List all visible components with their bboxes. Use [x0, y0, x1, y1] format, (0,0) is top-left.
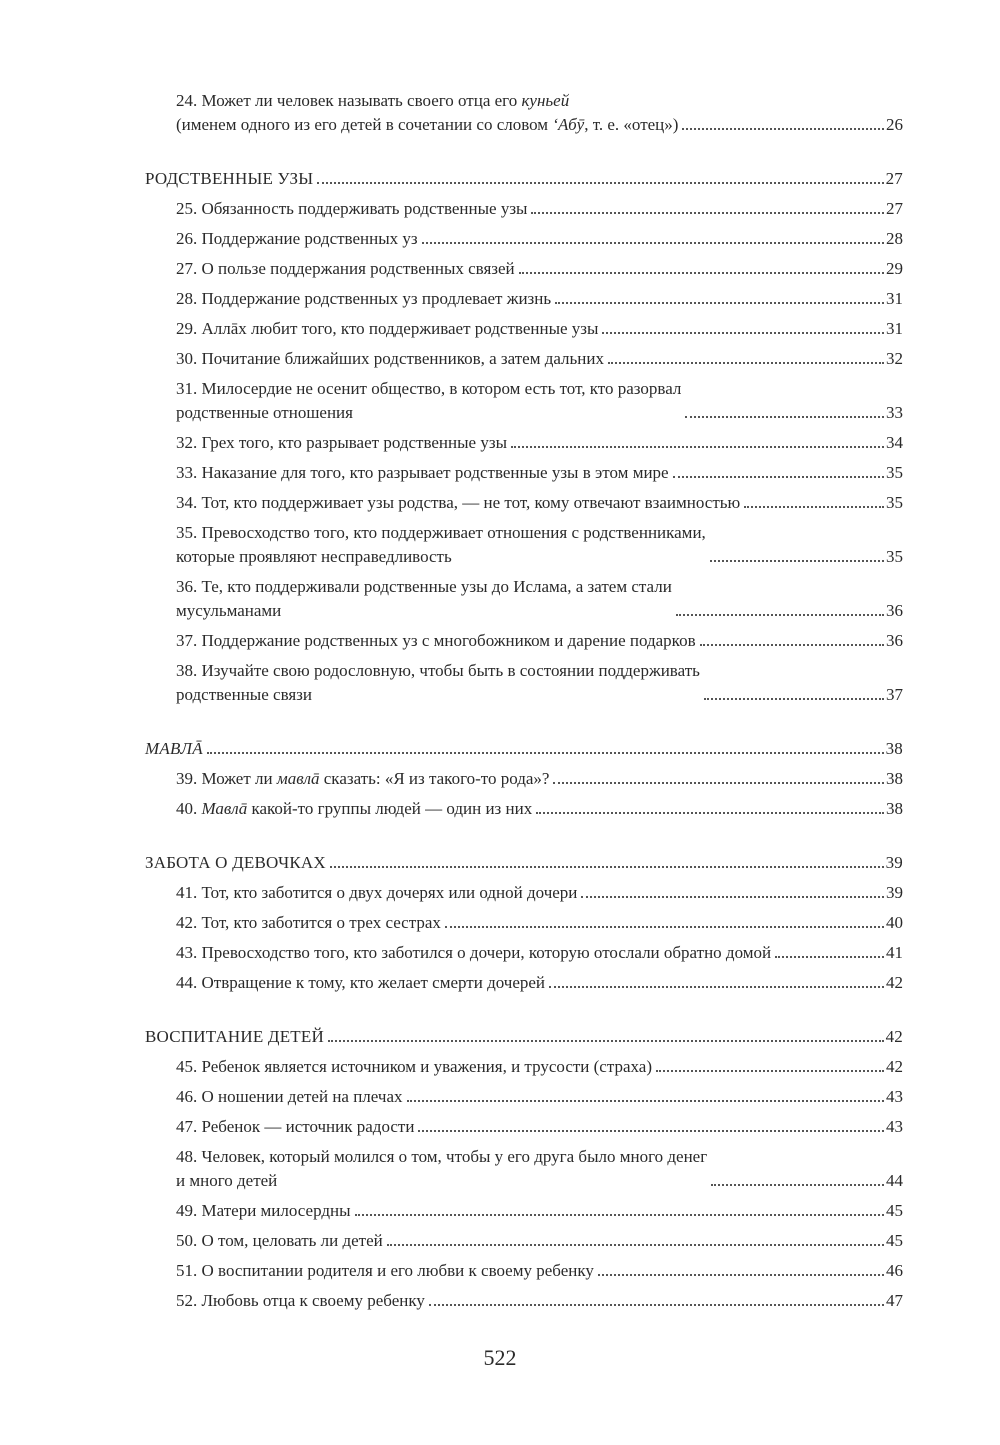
toc-entry-24: [145, 86, 903, 140]
entry-text: Ребенок — источник радости: [201, 1117, 415, 1136]
dot-leader: [602, 332, 884, 334]
entry-number: 29.: [176, 319, 198, 338]
entry-text: Может ли: [201, 769, 277, 788]
entry-number: 36.: [176, 577, 198, 596]
toc-section-kinship: [145, 164, 903, 194]
page-ref: 33: [886, 403, 903, 422]
entry-text: Грех того, кто разрывает родственные узы: [201, 433, 507, 452]
page-ref: 35: [886, 547, 903, 566]
entry-number: 24.: [176, 91, 198, 110]
dot-leader: [536, 812, 884, 814]
entry-text: Превосходство того, кто заботился о дочери, которую отослали обратно домой: [201, 943, 772, 962]
toc-entry-43: [145, 938, 903, 968]
entry-number: 48.: [176, 1147, 198, 1166]
dot-leader: [676, 614, 884, 616]
entry-number: 32.: [176, 433, 198, 452]
entry-italic-term: куньей: [521, 91, 570, 110]
dot-leader: [682, 128, 884, 130]
entry-number: 43.: [176, 943, 198, 962]
page-ref: 36: [886, 601, 903, 620]
toc-entry-32: [145, 428, 903, 458]
entry-text-line2: родственные отношения: [176, 403, 353, 422]
page-ref: 39: [885, 853, 903, 872]
toc-entry-29: [145, 314, 903, 344]
toc-entry-45: [145, 1052, 903, 1082]
entry-text: Наказание для того, кто разрывает родственные узы в этом мире: [201, 463, 669, 482]
dot-leader: [710, 560, 884, 562]
page-ref: 42: [885, 1027, 903, 1046]
dot-leader: [656, 1070, 884, 1072]
entry-text: Аллāх любит того, кто поддерживает родственные узы: [201, 319, 599, 338]
toc-entry-33: [145, 458, 903, 488]
dot-leader: [317, 182, 883, 184]
entry-text-end: сказать: «Я из такого-то рода»?: [319, 769, 550, 788]
page-ref: 28: [886, 229, 903, 248]
entry-number: 50.: [176, 1231, 198, 1250]
entry-number: 52.: [176, 1291, 198, 1310]
page-ref: 38: [886, 799, 903, 818]
table-of-contents: [145, 86, 903, 1316]
entry-number: 30.: [176, 349, 198, 368]
toc-entry-25: [145, 194, 903, 224]
entry-text: Изучайте свою родословную, чтобы быть в состоянии поддерживать: [201, 661, 700, 680]
entry-text: Тот, кто заботится о двух дочерях или одной дочери: [201, 883, 578, 902]
page-ref: 43: [886, 1087, 903, 1106]
entry-number: 31.: [176, 379, 198, 398]
page-ref: 41: [886, 943, 903, 962]
entry-text: Может ли человек называть своего отца его: [201, 91, 522, 110]
toc-entry-38: [145, 656, 903, 710]
toc-entry-26: [145, 224, 903, 254]
toc-entry-42: [145, 908, 903, 938]
dot-leader: [445, 926, 884, 928]
entry-text: О том, целовать ли детей: [201, 1231, 383, 1250]
dot-leader: [355, 1214, 884, 1216]
entry-text: О ношении детей на плечах: [201, 1087, 403, 1106]
entry-text: Любовь отца к своему ребенку: [201, 1291, 425, 1310]
dot-leader: [418, 1130, 884, 1132]
entry-number: 38.: [176, 661, 198, 680]
toc-entry-50: [145, 1226, 903, 1256]
entry-number: 27.: [176, 259, 198, 278]
toc-entry-35: [145, 518, 903, 572]
dot-leader: [685, 416, 884, 418]
entry-text-line2: которые проявляют несправедливость: [176, 547, 452, 566]
entry-text: Обязанность поддерживать родственные узы: [201, 199, 528, 218]
entry-text: Тот, кто заботится о трех сестрах: [201, 913, 441, 932]
toc-entry-40: [145, 794, 903, 824]
page-ref: 34: [886, 433, 903, 452]
dot-leader: [775, 956, 884, 958]
page-ref: 35: [886, 493, 903, 512]
dot-leader: [598, 1274, 884, 1276]
toc-entry-41: [145, 878, 903, 908]
entry-text-line2: и много детей: [176, 1171, 278, 1190]
entry-number: 26.: [176, 229, 198, 248]
dot-leader: [555, 302, 884, 304]
entry-text: О воспитании родителя и его любви к своему ребенку: [201, 1261, 594, 1280]
entry-text: Ребенок является источником и уважения, и трусости (страха): [201, 1057, 653, 1076]
entry-number: 39.: [176, 769, 198, 788]
toc-entry-44: [145, 968, 903, 998]
page-ref: 43: [886, 1117, 903, 1136]
dot-leader: [407, 1100, 884, 1102]
dot-leader: [519, 272, 884, 274]
entry-text: О пользе поддержания родственных связей: [201, 259, 515, 278]
page-ref: 27: [886, 199, 903, 218]
page-ref: 29: [886, 259, 903, 278]
toc-entry-31: [145, 374, 903, 428]
entry-number: 34.: [176, 493, 198, 512]
entry-number: 46.: [176, 1087, 198, 1106]
section-title: ВОСПИТАНИЕ ДЕТЕЙ: [145, 1027, 324, 1046]
toc-entry-39: [145, 764, 903, 794]
toc-section-girls: [145, 848, 903, 878]
toc-entry-48: [145, 1142, 903, 1196]
entry-number: 25.: [176, 199, 198, 218]
entry-number: 51.: [176, 1261, 198, 1280]
page-ref: 45: [886, 1231, 903, 1250]
dot-leader: [711, 1184, 884, 1186]
page-ref: 42: [886, 973, 903, 992]
entry-number: 40.: [176, 799, 198, 818]
page-ref: 39: [886, 883, 903, 902]
toc-entry-30: [145, 344, 903, 374]
dot-leader: [700, 644, 884, 646]
entry-text: Те, кто поддерживали родственные узы до Ислама, а затем стали: [201, 577, 672, 596]
page-ref: 38: [886, 769, 903, 788]
dot-leader: [581, 896, 884, 898]
entry-text: Почитание ближайших родственников, а затем дальних: [201, 349, 604, 368]
toc-entry-49: [145, 1196, 903, 1226]
dot-leader: [549, 986, 884, 988]
entry-text: Поддержание родственных уз продлевает жизнь: [201, 289, 552, 308]
toc-section-children: [145, 1022, 903, 1052]
entry-italic-term: Мавлā: [201, 799, 248, 818]
dot-leader: [673, 476, 884, 478]
toc-entry-51: [145, 1256, 903, 1286]
page-ref: 38: [885, 739, 903, 758]
page-ref: 45: [886, 1201, 903, 1220]
dot-leader: [511, 446, 884, 448]
toc-entry-47: [145, 1112, 903, 1142]
entry-text-line2: родственные связи: [176, 685, 312, 704]
toc-entry-34: [145, 488, 903, 518]
entry-number: 41.: [176, 883, 198, 902]
entry-text: Тот, кто поддерживает узы родства, — не тот, кому отвечают взаимностью: [201, 493, 741, 512]
entry-text: Поддержание родственных уз с многобожником и дарение подарков: [201, 631, 696, 650]
entry-text-line2: (именем одного из его детей в сочетании со словом: [176, 115, 553, 134]
entry-text-line2-end: , т. е. «отец»): [584, 115, 679, 134]
toc-entry-37: [145, 626, 903, 656]
page-ref: 27: [885, 169, 903, 188]
entry-text: Отвращение к тому, кто желает смерти дочерей: [201, 973, 546, 992]
entry-text: Матери милосердны: [201, 1201, 351, 1220]
dot-leader: [429, 1304, 884, 1306]
page-ref: 26: [886, 115, 903, 134]
dot-leader: [328, 1040, 884, 1042]
entry-text: Превосходство того, кто поддерживает отношения с родственниками,: [201, 523, 706, 542]
page-ref: 31: [886, 289, 903, 308]
toc-entry-27: [145, 254, 903, 284]
entry-text-end: какой-то группы людей — один из них: [247, 799, 533, 818]
entry-text-line2: мусульманами: [176, 601, 282, 620]
toc-section-mawla: [145, 734, 903, 764]
entry-number: 33.: [176, 463, 198, 482]
page-ref: 42: [886, 1057, 903, 1076]
page-ref: 35: [886, 463, 903, 482]
page-ref: 36: [886, 631, 903, 650]
section-title: РОДСТВЕННЫЕ УЗЫ: [145, 169, 314, 188]
entry-number: 49.: [176, 1201, 198, 1220]
page-ref: 44: [886, 1171, 903, 1190]
dot-leader: [704, 698, 884, 700]
entry-number: 45.: [176, 1057, 198, 1076]
entry-number: 47.: [176, 1117, 198, 1136]
dot-leader: [387, 1244, 884, 1246]
dot-leader: [207, 752, 884, 754]
entry-number: 28.: [176, 289, 198, 308]
dot-leader: [744, 506, 884, 508]
dot-leader: [553, 782, 884, 784]
toc-entry-46: [145, 1082, 903, 1112]
entry-italic-term: ‘Абӯ: [552, 115, 585, 134]
page-ref: 37: [886, 685, 903, 704]
page-ref: 47: [886, 1291, 903, 1310]
toc-entry-52: [145, 1286, 903, 1316]
dot-leader: [422, 242, 884, 244]
page-ref: 32: [886, 349, 903, 368]
entry-text: Милосердие не осенит общество, в котором есть тот, кто разорвал: [201, 379, 682, 398]
entry-text: Поддержание родственных уз: [201, 229, 418, 248]
section-title: ЗАБОТА О ДЕВОЧКАХ: [145, 853, 326, 872]
page-ref: 31: [886, 319, 903, 338]
entry-text: Человек, который молился о том, чтобы у его друга было много денег: [201, 1147, 708, 1166]
page-number: 522: [483, 1345, 517, 1370]
dot-leader: [330, 866, 884, 868]
section-title: МАВЛĀ: [145, 739, 203, 758]
entry-number: 44.: [176, 973, 198, 992]
entry-italic-term: мавлā: [276, 769, 320, 788]
page-ref: 40: [886, 913, 903, 932]
entry-number: 37.: [176, 631, 198, 650]
page-ref: 46: [886, 1261, 903, 1280]
entry-number: 35.: [176, 523, 198, 542]
entry-number: 42.: [176, 913, 198, 932]
toc-entry-28: [145, 284, 903, 314]
toc-entry-36: [145, 572, 903, 626]
dot-leader: [608, 362, 884, 364]
dot-leader: [531, 212, 884, 214]
